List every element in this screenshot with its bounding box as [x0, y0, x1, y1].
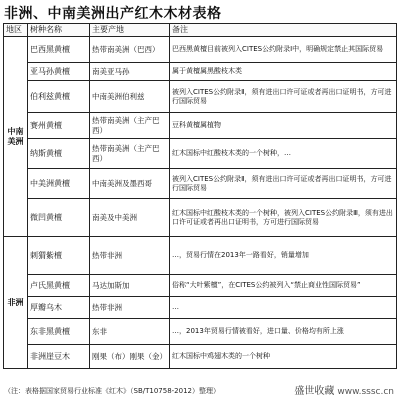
column-header: 主要产地 — [90, 24, 170, 37]
remark-cell: 俗称“大叶紫檀”，在CITES公约被列入“禁止商业性国际贸易” — [170, 275, 397, 297]
species-cell: 纳斯黄檀 — [28, 139, 90, 169]
table-header-row — [4, 24, 397, 37]
origin-cell: 热带南美洲（主产巴西） — [90, 139, 170, 169]
species-cell: 巴西黑黄檀 — [28, 37, 90, 63]
species-cell: 东非黑黄檀 — [28, 319, 90, 345]
region-cell: 中南美洲 — [4, 37, 28, 237]
table-row — [4, 275, 397, 297]
remark-cell: …，贸易行情在2013年一路看好，销量增加 — [170, 237, 397, 275]
remark-cell: 巴西黑黄檀目前被列入CITES公约附录Ⅰ中，明确规定禁止其国际贸易 — [170, 37, 397, 63]
region-cell: 非洲 — [4, 237, 28, 369]
origin-cell: 热带南美洲（主产巴西） — [90, 113, 170, 139]
remark-cell: 被列入CITES公约附录Ⅱ，须有进出口许可证或者再出口证明书，方可进行国际贸易 — [170, 81, 397, 113]
remark-cell: 红木国标中鸡翅木类的一个树种 — [170, 345, 397, 369]
table-row — [4, 345, 397, 369]
column-header: 树种名称 — [28, 24, 90, 37]
remark-cell: 属于黄檀属黑酸枝木类 — [170, 63, 397, 81]
watermark-url: www.sssc.cn — [337, 387, 394, 397]
species-cell: 赛州黄檀 — [28, 113, 90, 139]
table-row — [4, 199, 397, 237]
origin-cell: 东非 — [90, 319, 170, 345]
origin-cell: 中南美洲及墨西哥 — [90, 169, 170, 199]
table-row — [4, 169, 397, 199]
source-note: （注：表格据国家贸易行业标准《红木》（SB/T10758-2012）整理） — [4, 387, 220, 395]
species-cell: 刺猬紫檀 — [28, 237, 90, 275]
species-cell: 厚瓣乌木 — [28, 297, 90, 319]
table-row — [4, 139, 397, 169]
origin-cell: 马达加斯加 — [90, 275, 170, 297]
species-cell: 卢氏黑黄檀 — [28, 275, 90, 297]
watermark-text: 盛世收藏 — [294, 386, 335, 397]
remark-cell: 红木国标中红酸枝木类的一个树种，… — [170, 139, 397, 169]
origin-cell: 刚果（布）刚果（金） — [90, 345, 170, 369]
origin-cell: 热带非洲 — [90, 297, 170, 319]
species-cell: 中美洲黄檀 — [28, 169, 90, 199]
remark-cell: 红木国标中红酸枝木类的一个树种，被列入CITES公约附录Ⅲ，须有进出口许可证或者再出口证明书，方可进行国际贸易 — [170, 199, 397, 237]
column-header: 地区 — [4, 24, 28, 37]
origin-cell: 中南美洲伯利兹 — [90, 81, 170, 113]
table-row — [4, 37, 397, 63]
remark-cell: …，2013年贸易行情被看好，进口量、价格均有所上涨 — [170, 319, 397, 345]
timber-table — [3, 23, 397, 369]
origin-cell: 热带南美洲（巴西） — [90, 37, 170, 63]
table-row — [4, 319, 397, 345]
table-row — [4, 63, 397, 81]
species-cell: 亚马孙黄檀 — [28, 63, 90, 81]
table-row — [4, 297, 397, 319]
origin-cell: 热带非洲 — [90, 237, 170, 275]
table-row — [4, 237, 397, 275]
remark-cell: 被列入CITES公约附录Ⅱ，须有进出口许可证或者再出口证明书，方可进行国际贸易 — [170, 169, 397, 199]
species-cell: 伯利兹黄檀 — [28, 81, 90, 113]
watermark — [294, 382, 394, 397]
table-row — [4, 81, 397, 113]
species-cell: 微凹黄檀 — [28, 199, 90, 237]
species-cell: 非洲崖豆木 — [28, 345, 90, 369]
origin-cell: 南美及中美洲 — [90, 199, 170, 237]
column-header: 备注 — [170, 24, 397, 37]
remark-cell: … — [170, 297, 397, 319]
remark-cell: 豆科黄檀属植物 — [170, 113, 397, 139]
table-row — [4, 113, 397, 139]
page-title: 非洲、中南美洲出产红木木材表格 — [4, 6, 222, 22]
origin-cell: 南美亚马孙 — [90, 63, 170, 81]
